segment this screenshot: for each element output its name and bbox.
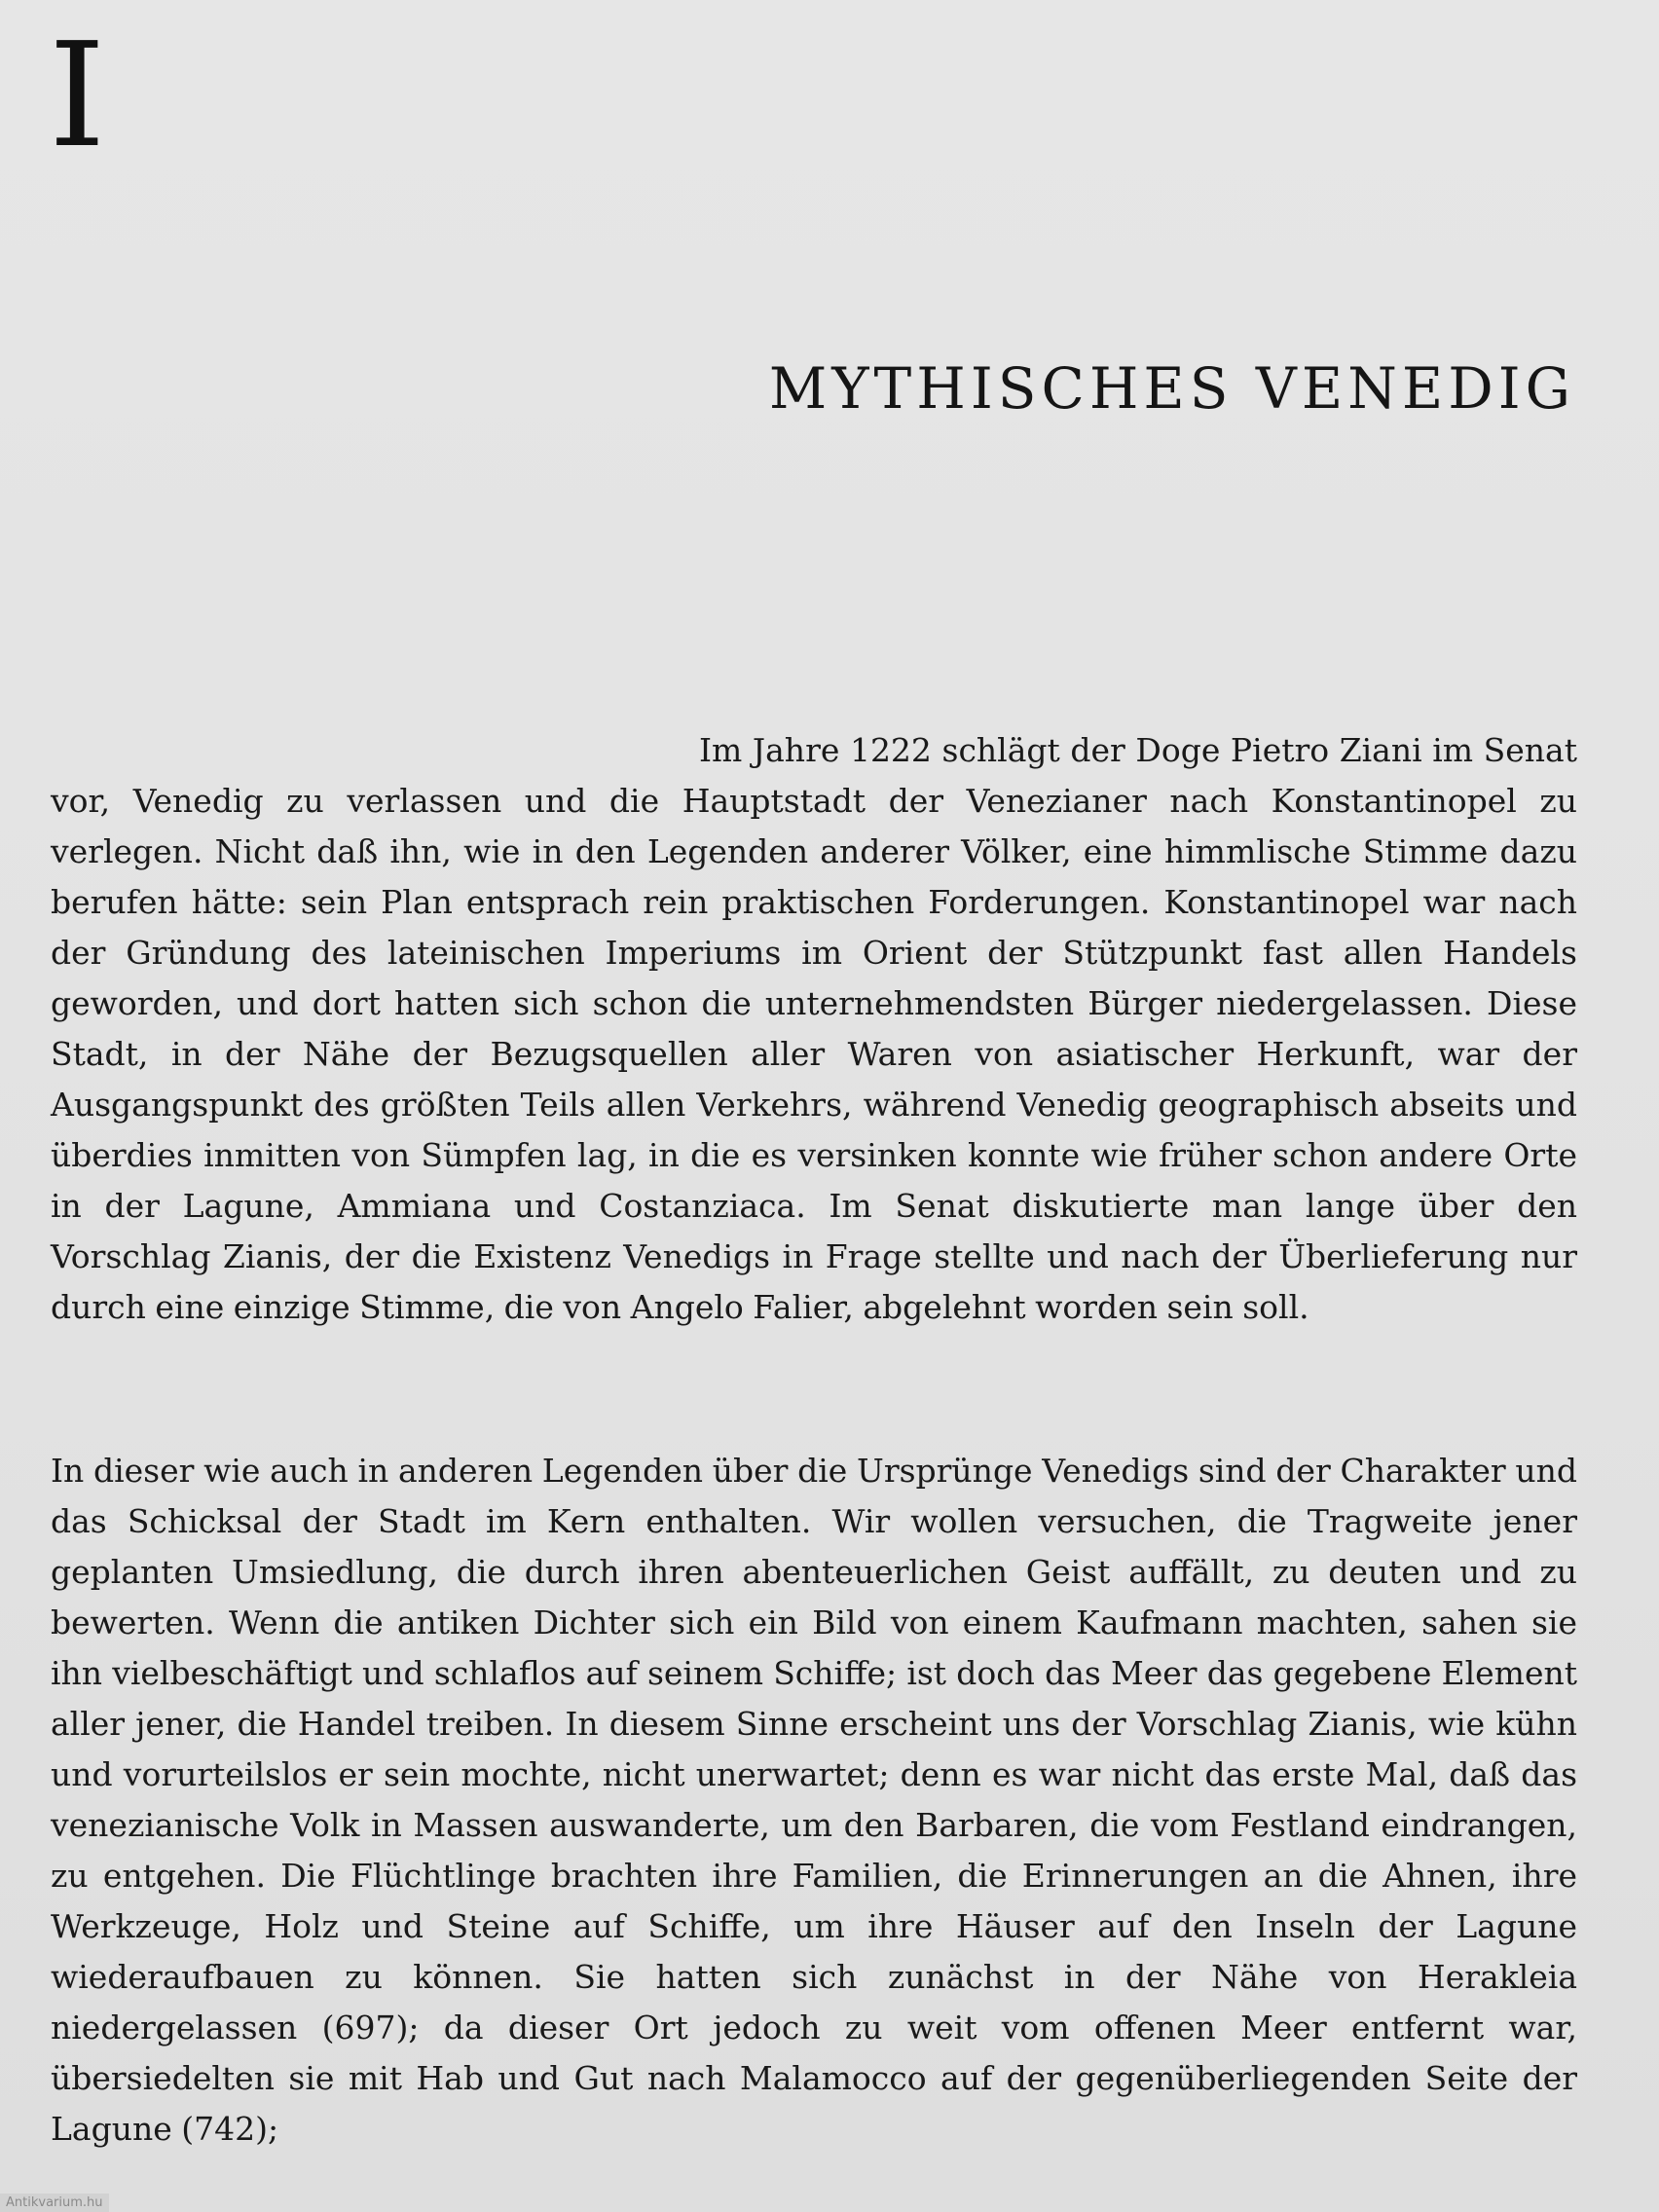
chapter-number: I (49, 12, 106, 179)
watermark: Antikvarium.hu (0, 2194, 109, 2212)
paragraph-2: In dieser wie auch in anderen Legenden über die Ursprünge Venedigs sind der Charakter und das Schicksal der Stadt im Kern enthalten. Wir wollen versuchen, die Tragweite jener geplanten Umsiedlung, die durch ihren abenteuerlichen Geist auffällt, zu deuten und zu bewerten. Wenn die antiken Dichter sich ein Bild von einem Kaufmann machten, sahen sie ihn vielbeschäftigt und schlaflos auf seinem Schiffe; ist doch das Meer das gegebene Element aller jener, die Handel treiben. In diesem Sinne erscheint uns der Vorschlag Zianis, wie kühn und vorurteilslos er sein mochte, nicht unerwartet; denn es war nicht das erste Mal, daß das venezianische Volk in Massen auswanderte, um den Barbaren, die vom Festland eindrangen, zu entgehen. Die Flüchtlinge brachten ihre Familien, die Erinnerungen an die Ahnen, ihre Werkzeuge, Holz und Steine auf Schiffe, um ihre Häuser auf den Inseln der Lagune wiederaufbauen zu können. Sie hatten sich zunächst in der Nähe von Herakleia niedergelassen (697); da dieser Ort jedoch zu weit vom offenen Meer entfernt war, übersiedelten sie mit Hab und Gut nach Malamocco auf der gegenüberliegenden Seite der Lagune (742); (51, 1452, 1577, 2148)
paragraph-1: Im Jahre 1222 schlägt der Doge Pietro Ziani im Senat vor, Venedig zu verlassen und die Hauptstadt der Venezianer nach Konstantinopel zu verlegen. Nicht daß ihn, wie in den Legenden anderer Völker, eine himmlische Stimme dazu berufen hätte: sein Plan entsprach rein praktischen Forderungen. Konstantinopel war nach der Gründung des lateinischen Imperiums im Orient der Stützpunkt fast allen Handels geworden, und dort hatten sich schon die unternehmendsten Bürger niedergelassen. Diese Stadt, in der Nähe der Bezugsquellen aller Waren von asiatischer Herkunft, war der Ausgangspunkt des größten Teils allen Verkehrs, während Venedig geographisch abseits und überdies inmitten von Sümpfen lag, in die es versinken konnte wie früher schon andere Orte in der Lagune, Ammiana und Costanziaca. Im Senat diskutierte man lange über den Vorschlag Zianis, der die Existenz Venedigs in Frage stellte und nach der Überlieferung nur durch eine einzige Stimme, die von Angelo Falier, abgelehnt worden sein soll. (51, 731, 1577, 1326)
chapter-title: MYTHISCHES VENEDIG (768, 355, 1575, 422)
